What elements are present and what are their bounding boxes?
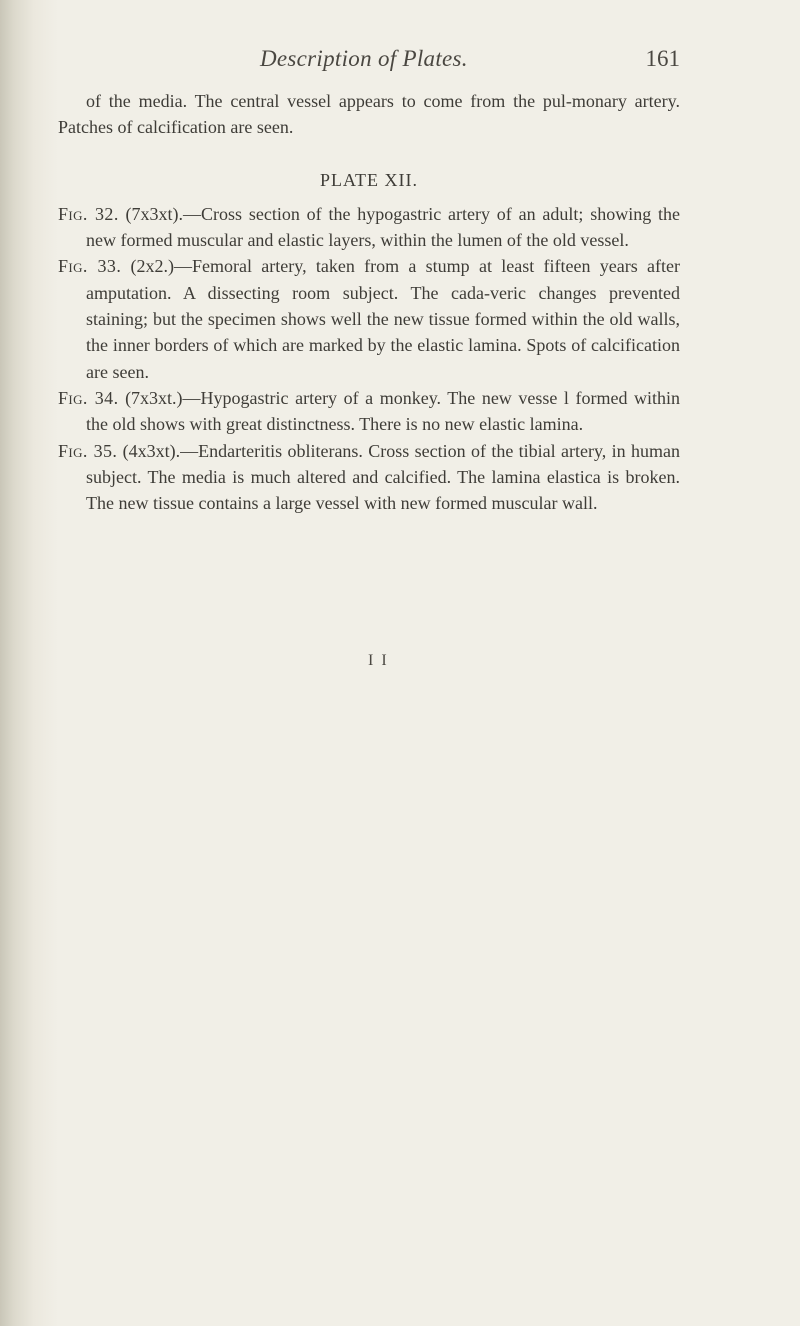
figure-label: Fig. 33. <box>58 256 122 277</box>
figure-description: (7x3xt).—Cross section of the hypogastric artery of an adult; showing the new formed muscular and elastic layers, within the lumen of the old vessel. <box>86 203 680 251</box>
running-head-title: Description of Plates. <box>260 46 468 71</box>
figure-entry-32 <box>58 201 680 254</box>
figure-description: (7x3xt.)—Hypogastric artery of a monkey. The new vesse l formed within the old shows with great distinctness. There is no new elastic lamina. <box>86 387 681 435</box>
figure-label: Fig. 32. <box>58 203 119 224</box>
figure-description: (2x2.)—Femoral artery, taken from a stump at least fifteen years after amputation. A dissecting room subject. The cada-veric changes prevented staining; but the specimen shows well the new tissue formed within the old walls, the inner borders of which are marked by the elastic lamina. Spots of calcification are seen. <box>86 256 680 382</box>
figure-entry-33 <box>58 253 680 384</box>
figure-label: Fig. 35. <box>58 440 118 461</box>
figure-entry-34 <box>58 385 680 438</box>
running-head <box>58 46 680 80</box>
signature-mark: I I <box>368 652 389 669</box>
book-page <box>58 0 738 1326</box>
figure-entry-35 <box>58 438 680 517</box>
figure-label: Fig. 34. <box>58 387 119 408</box>
body-text <box>58 88 680 516</box>
page-number: 161 <box>645 46 680 71</box>
figure-description: (4x3xt).—Endarteritis obliterans. Cross section of the tibial artery, in human subject. The media is much altered and calcified. The lamina elastica is broken. The new tissue contains a large vessel with new formed muscular wall. <box>86 440 681 514</box>
continuation-paragraph: of the media. The central vessel appears to come from the pul-monary artery. Patches of calcification are seen. <box>58 91 680 138</box>
plate-heading: PLATE XII. <box>320 169 418 190</box>
binding-shadow <box>0 0 58 1326</box>
